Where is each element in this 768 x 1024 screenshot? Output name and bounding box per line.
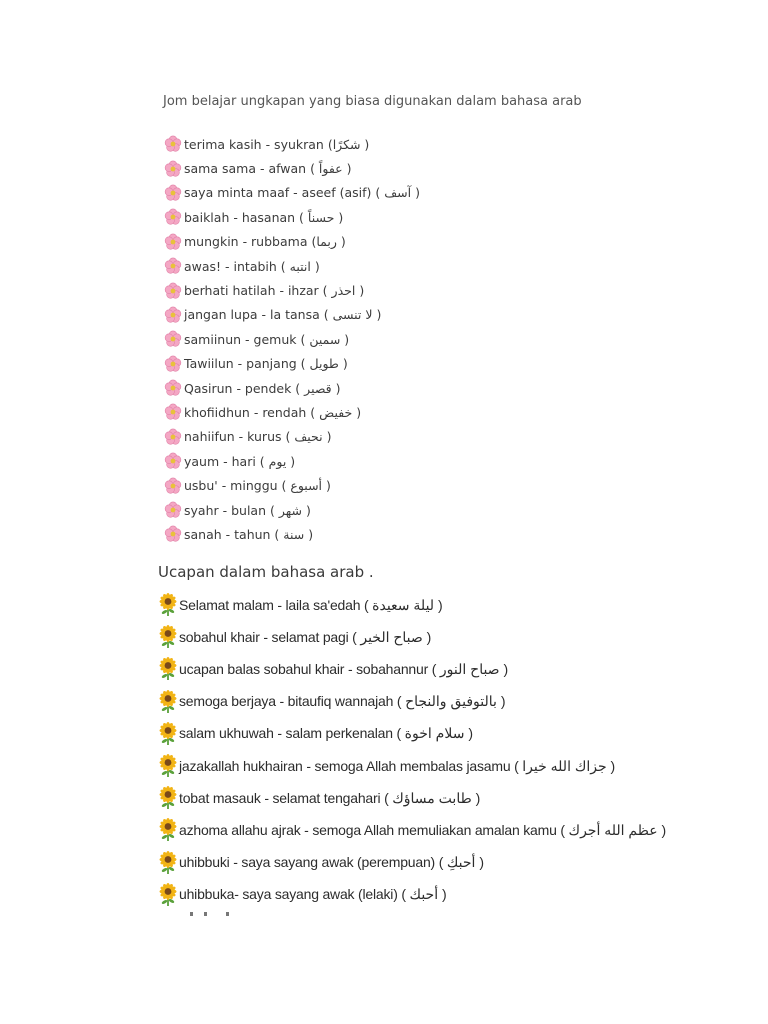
phrase-text: sanah - tahun ( سنة ): [184, 526, 314, 542]
phrase-text: sama sama - afwan ( عفواً ): [184, 161, 352, 177]
list-item: [164, 303, 420, 327]
phrase-text: berhati hatilah - ihzar ( احذر ): [184, 283, 365, 299]
pink-flower-icon: [164, 233, 182, 251]
list-item: [159, 782, 666, 814]
list-item: [164, 181, 420, 205]
phrase-text: Tawiilun - panjang ( طويل ): [184, 356, 348, 372]
pink-flower-icon: [164, 379, 182, 397]
pink-flower-icon: [164, 428, 182, 446]
list-item: [159, 814, 666, 846]
sunflower-icon: [159, 690, 177, 714]
greeting-text: Selamat malam - laila sa'edah ( ليلة سعيدة ): [179, 596, 443, 613]
greeting-text: sobahul khair - selamat pagi ( صباح الخير ): [179, 628, 432, 645]
phrase-text: baiklah - hasanan ( حسناً ): [184, 209, 344, 225]
list-item: [164, 230, 420, 254]
phrase-text: nahiifun - kurus ( نحيف ): [184, 429, 332, 445]
list-item: [159, 589, 666, 621]
greeting-text: salam ukhuwah - salam perkenalan ( سلام اخوة ): [179, 725, 473, 742]
phrase-text: samiinun - gemuk ( سمين ): [184, 331, 350, 347]
pink-flower-icon: [164, 525, 182, 543]
list-item: [164, 156, 420, 180]
list-item: [164, 278, 420, 302]
pink-flower-icon: [164, 257, 182, 275]
page-heading: Jom belajar ungkapan yang biasa digunakan dalam bahasa arab: [163, 94, 582, 109]
list-item: [164, 327, 420, 351]
greeting-text: jazakallah hukhairan - semoga Allah membalas jasamu ( جزاك الله خيرا ): [179, 757, 616, 774]
list-item: [159, 879, 666, 911]
greeting-text: azhoma allahu ajrak - semoga Allah memuliakan amalan kamu ( عظم الله أجرك ): [179, 821, 666, 838]
greeting-text: semoga berjaya - bitaufiq wannajah ( بالتوفيق والنجاح ): [179, 693, 506, 710]
list-item: [164, 352, 420, 376]
list-item: [164, 425, 420, 449]
list-item: [164, 473, 420, 497]
phrase-text: terima kasih - syukran (شكرًا ): [184, 136, 370, 152]
section-heading: Ucapan dalam bahasa arab .: [158, 563, 374, 581]
pink-flower-icon: [164, 160, 182, 178]
list-item: [159, 847, 666, 879]
pink-flower-icon: [164, 184, 182, 202]
greeting-text: uhibbuka- saya sayang awak (lelaki) ( أحبك ): [179, 886, 447, 903]
list-item: [164, 205, 420, 229]
phrase-text: saya minta maaf - aseef (asif) ( آسف ): [184, 185, 420, 201]
greeting-text: tobat masauk - selamat tengahari ( طابت مساؤك ): [179, 789, 481, 806]
pink-flower-icon: [164, 330, 182, 348]
phrase-list: [164, 132, 420, 547]
list-item: [164, 522, 420, 546]
sunflower-icon: [159, 657, 177, 681]
pink-flower-icon: [164, 452, 182, 470]
pink-flower-icon: [164, 135, 182, 153]
pink-flower-icon: [164, 208, 182, 226]
cut-off-text-fragment: [190, 912, 230, 917]
greeting-text: ucapan balas sobahul khair - sobahannur ( صباح النور ): [179, 660, 508, 677]
list-item: [164, 132, 420, 156]
list-item: [159, 686, 666, 718]
phrase-text: awas! - intabih ( انتبه ): [184, 258, 320, 274]
sunflower-icon: [159, 786, 177, 810]
pink-flower-icon: [164, 282, 182, 300]
phrase-text: usbu' - minggu ( أسبوع ): [184, 478, 331, 494]
sunflower-icon: [159, 851, 177, 875]
pink-flower-icon: [164, 306, 182, 324]
sunflower-icon: [159, 593, 177, 617]
list-item: [159, 750, 666, 782]
list-item: [159, 718, 666, 750]
sunflower-icon: [159, 883, 177, 907]
pink-flower-icon: [164, 355, 182, 373]
greeting-text: uhibbuki - saya sayang awak (perempuan) ( أحبكِ ): [179, 854, 484, 871]
list-item: [164, 449, 420, 473]
list-item: [159, 621, 666, 653]
sunflower-icon: [159, 625, 177, 649]
greeting-list: [159, 589, 666, 911]
sunflower-icon: [159, 818, 177, 842]
list-item: [164, 376, 420, 400]
phrase-text: Qasirun - pendek ( قصير ): [184, 380, 341, 396]
list-item: [164, 254, 420, 278]
phrase-text: yaum - hari ( يوم ): [184, 453, 296, 469]
phrase-text: khofiidhun - rendah ( خفيض ): [184, 404, 362, 420]
list-item: [164, 400, 420, 424]
sunflower-icon: [159, 722, 177, 746]
sunflower-icon: [159, 754, 177, 778]
pink-flower-icon: [164, 403, 182, 421]
phrase-text: syahr - bulan ( شهر ): [184, 502, 311, 518]
pink-flower-icon: [164, 501, 182, 519]
list-item: [159, 653, 666, 685]
list-item: [164, 498, 420, 522]
phrase-text: jangan lupa - la tansa ( لا تنسى ): [184, 307, 382, 323]
pink-flower-icon: [164, 477, 182, 495]
phrase-text: mungkin - rubbama (ربما ): [184, 234, 346, 250]
